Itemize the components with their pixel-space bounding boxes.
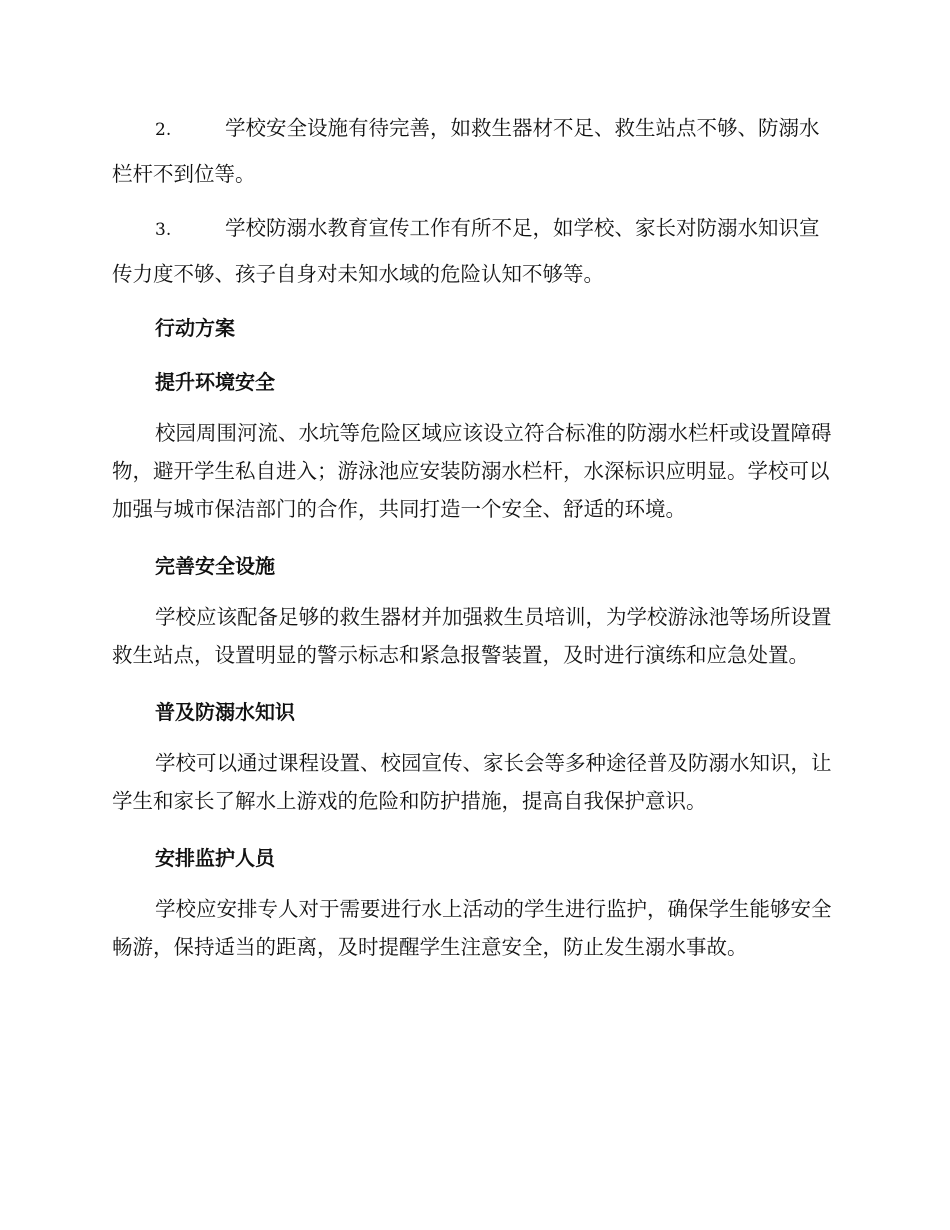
section-heading-knowledge: 普及防溺水知识	[155, 700, 295, 724]
section-body-knowledge: 学校可以通过课程设置、校园宣传、家长会等多种途径普及防溺水知识，让学生和家长了解水上游戏的危险和防护措施，提高自我保护意识。	[112, 751, 832, 813]
section-title: 行动方案	[155, 316, 235, 340]
section-body-environment: 校园周围河流、水坑等危险区域应该设立符合标准的防溺水栏杆或设置障碍物，避开学生私自进入；游泳池应安装防溺水栏杆，水深标识应明显。学校可以加强与城市保洁部门的合作，共同打造一个安全、舒适的环境。	[112, 421, 832, 521]
list-item-2	[112, 106, 832, 196]
list-item-3	[112, 206, 832, 296]
document-page	[112, 106, 832, 982]
section-body-supervision: 学校应安排专人对于需要进行水上活动的学生进行监护，确保学生能够安全畅游，保持适当的距离，及时提醒学生注意安全，防止发生溺水事故。	[112, 897, 832, 959]
section-heading-supervision: 安排监护人员	[155, 846, 275, 870]
list-text: 学校防溺水教育宣传工作有所不足，如学校、家长对防溺水知识宣传力度不够、孩子自身对未知水域的危险认知不够等。	[112, 216, 820, 286]
section-body-facilities: 学校应该配备足够的救生器材并加强救生员培训，为学校游泳池等场所设置救生站点，设置明显的警示标志和紧急报警装置，及时进行演练和应急处置。	[112, 605, 832, 667]
list-number: 3.	[155, 220, 172, 240]
list-number: 2.	[155, 120, 172, 140]
section-heading-facilities: 完善安全设施	[155, 554, 275, 578]
section-heading-environment: 提升环境安全	[155, 370, 275, 394]
list-text: 学校安全设施有待完善，如救生器材不足、救生站点不够、防溺水栏杆不到位等。	[112, 116, 820, 186]
